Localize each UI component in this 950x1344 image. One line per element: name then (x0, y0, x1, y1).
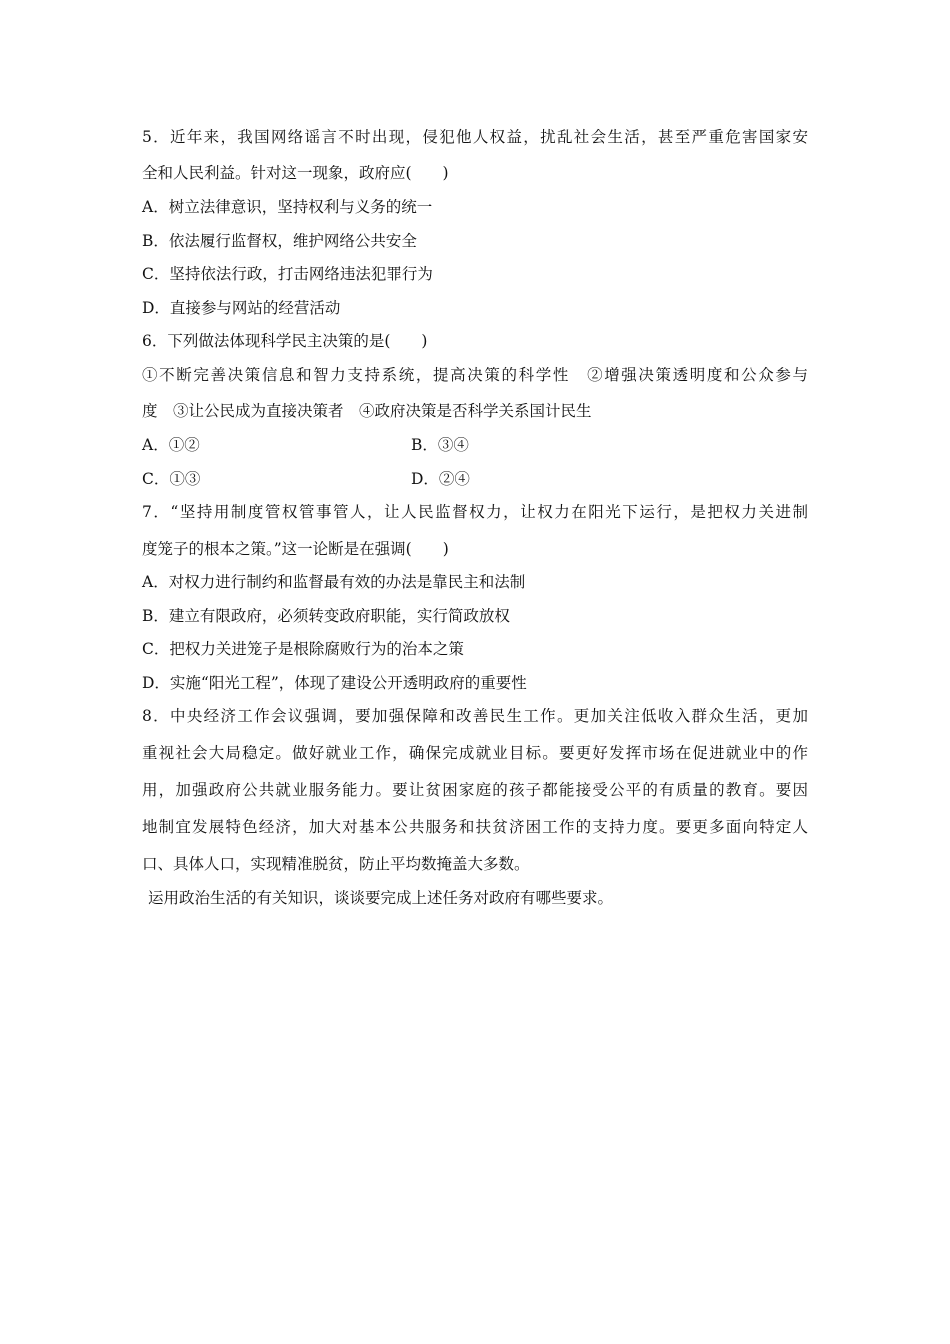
q8-stem-line-5: 口、具体人口，实现精准脱贫，防止平均数掩盖大多数。 (142, 855, 530, 873)
q7-option-a: A．对权力进行制约和监督最有效的办法是靠民主和法制 (142, 573, 526, 591)
q7-stem-line-2: 度笼子的根本之策。”这一论断是在强调( ) (142, 540, 449, 558)
q6-items-line-2: 度 ③让公民成为直接决策者 ④政府决策是否科学关系国计民生 (142, 402, 592, 420)
q8-stem-line-4: 地制宜发展特色经济，加大对基本公共服务和扶贫济困工作的支持力度。要更多面向特定人 (142, 818, 808, 836)
q5-stem-line-2: 全和人民利益。针对这一现象，政府应( ) (142, 164, 449, 182)
q8-stem-line-2: 重视社会大局稳定。做好就业工作，确保完成就业目标。要更好发挥市场在促进就业中的作 (142, 744, 808, 762)
q5-option-d: D．直接参与网站的经营活动 (142, 299, 341, 317)
q6-stem: 6．下列做法体现科学民主决策的是( ) (142, 332, 428, 350)
q6-items-line-1: ①不断完善决策信息和智力支持系统，提高决策的科学性 ②增强决策透明度和公众参与 (142, 366, 808, 384)
q6-option-c: C．①③ (142, 470, 201, 488)
q5-option-c: C．坚持依法行政，打击网络违法犯罪行为 (142, 265, 433, 283)
q6-option-d: D．②④ (411, 470, 470, 488)
q6-option-a: A．①② (142, 436, 200, 454)
q5-stem-line-1: 5．近年来，我国网络谣言不时出现，侵犯他人权益，扰乱社会生活，甚至严重危害国家安 (142, 128, 808, 146)
q8-stem-line-1: 8．中央经济工作会议强调，要加强保障和改善民生工作。更加关注低收入群众生活，更加 (142, 707, 808, 725)
q8-stem-line-3: 用，加强政府公共就业服务能力。要让贫困家庭的孩子都能接受公平的有质量的教育。要因 (142, 781, 808, 799)
q8-prompt: 运用政治生活的有关知识，谈谈要完成上述任务对政府有哪些要求。 (148, 889, 614, 907)
q7-option-b: B．建立有限政府，必须转变政府职能，实行简政放权 (142, 607, 510, 625)
q5-option-b: B．依法履行监督权，维护网络公共安全 (142, 232, 417, 250)
q5-option-a: A．树立法律意识，坚持权利与义务的统一 (142, 198, 433, 216)
q7-option-c: C．把权力关进笼子是根除腐败行为的治本之策 (142, 640, 464, 658)
q7-option-d: D．实施“阳光工程”，体现了建设公开透明政府的重要性 (142, 674, 527, 692)
q7-stem-line-1: 7．“坚持用制度管权管事管人，让人民监督权力，让权力在阳光下运行，是把权力关进制 (142, 503, 808, 521)
q6-option-b: B．③④ (411, 436, 469, 454)
